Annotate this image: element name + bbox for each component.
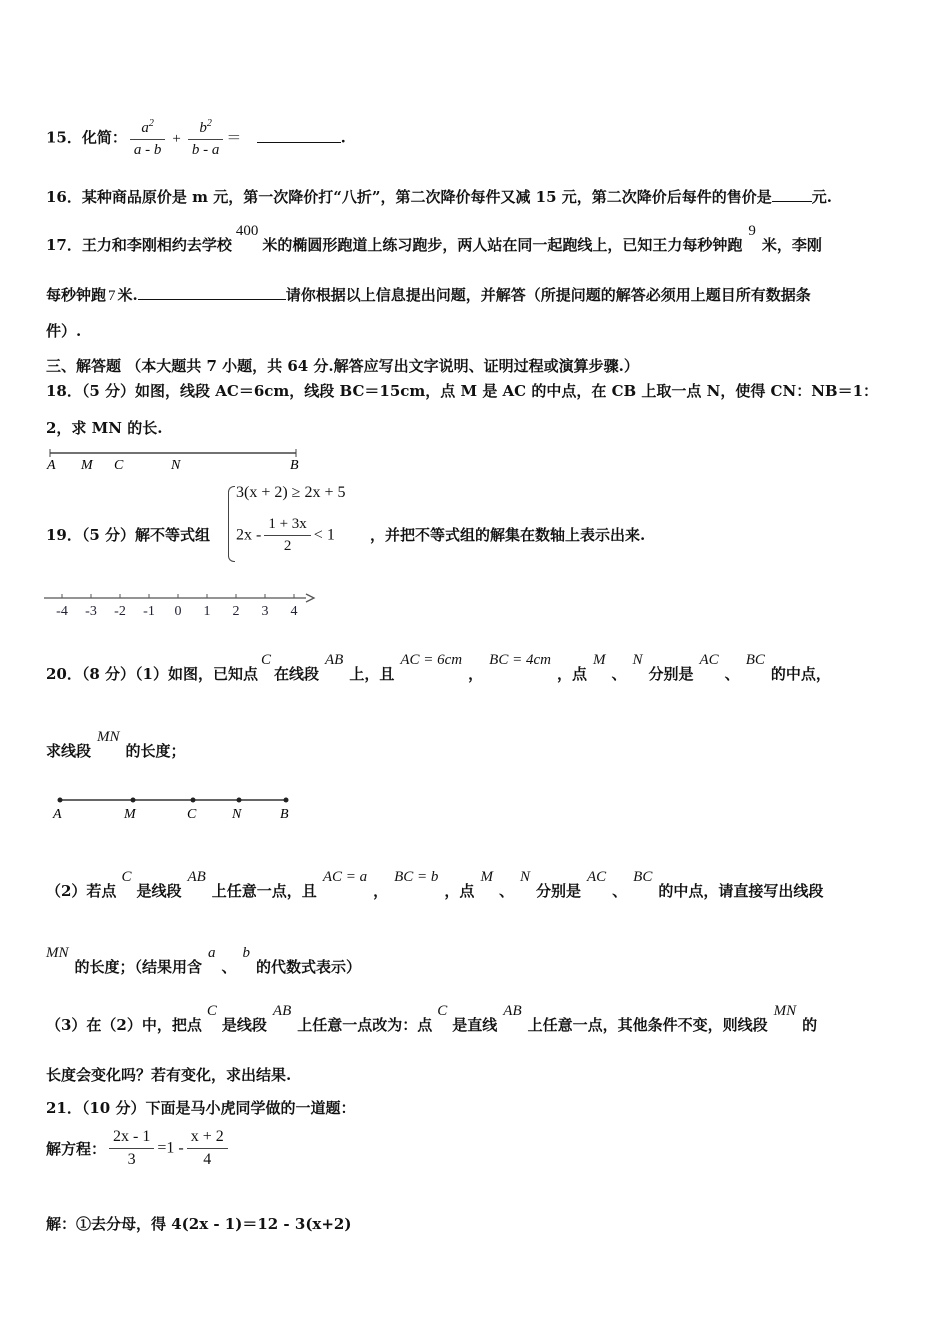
q18-line1: 18．（5 分）如图，线段 AC＝6cm，线段 BC＝15cm，点 M 是 AC 的中点，在 CB 上取一点 N，使得 CN：NB＝1： bbox=[46, 382, 879, 400]
q21-equation: 解方程： $\frac{2x - 1}{3}$ =1 - $\frac{x + 2}{4}$ bbox=[46, 1128, 231, 1169]
inequality-1: 3(x + 2) ≥ 2x + 5 bbox=[236, 484, 346, 501]
q16: 16．某种商品原价是 m 元，第一次降价打“八折”，第二次降价每件又减 15 元，第二次降价后每件的售价是 元. bbox=[46, 188, 833, 206]
q20-segment-figure bbox=[44, 792, 304, 826]
inequality-2: 2x - $\frac{1 + 3x}{2}$ < 1 bbox=[236, 516, 335, 554]
label-n: N bbox=[232, 807, 242, 822]
q21-line1: 21．（10 分）下面是马小虎同学做的一道题： bbox=[46, 1099, 356, 1117]
q20-part3-line1: （3）在（2）中，把点C是线段AB上任意一点改为：点C是直线AB上任意一点，其他条件不变，则线段MN的 bbox=[46, 1003, 818, 1034]
label-c: C bbox=[187, 807, 197, 822]
q20-part2-line2: MN的长度；（结果用含a、b的代数式表示） bbox=[46, 945, 362, 976]
q19-suffix: ，并把不等式组的解集在数轴上表示出来. bbox=[370, 526, 646, 544]
label-b: B bbox=[290, 458, 299, 473]
label-m: M bbox=[81, 458, 93, 473]
q20-part2-line1: （2）若点C是线段AB上任意一点，且AC = a，BC = b，点M、N分别是AC、BC的中点，请直接写出线段 bbox=[46, 869, 824, 900]
label-b: B bbox=[280, 807, 289, 822]
axis-tick-label: -3 bbox=[85, 604, 97, 619]
point-a bbox=[58, 798, 63, 803]
label-n: N bbox=[171, 458, 181, 473]
axis-tick-label: 3 bbox=[261, 604, 269, 619]
axis-arrow bbox=[306, 594, 314, 602]
axis-tick-label: 2 bbox=[232, 604, 240, 619]
q20-line1: 20．（8 分）（1）如图，已知点C在线段AB上，且AC = 6cm，BC = 4cm，点M、N分别是AC、BC的中点， bbox=[46, 652, 831, 683]
point-c bbox=[191, 798, 196, 803]
q18-segment-figure bbox=[44, 446, 314, 476]
point-n bbox=[237, 798, 242, 803]
q17-line1: 17．王力和李刚相约去学校400米的椭圆形跑道上练习跑步，两人站在同一起跑线上，已知王力每秒钟跑9米，李刚 bbox=[46, 223, 822, 254]
q21-solution: 解：①去分母，得 4(2x - 1)＝12 - 3(x+2) bbox=[46, 1215, 352, 1233]
q19-prefix: 19．（5 分）解不等式组 bbox=[46, 526, 211, 544]
answer-blank bbox=[138, 299, 286, 300]
q17-line2: 每秒钟跑 7 米. 请你根据以上信息提出问题，并解答（所提问题的解答必须用上题目所有数据条 bbox=[46, 286, 811, 304]
label-c: C bbox=[114, 458, 124, 473]
q15: 15．化简： $\frac{a^2}{a - b}$ + $\frac{b^2}{b - a}$ ＝ . bbox=[46, 118, 346, 158]
axis-tick-label: -4 bbox=[56, 604, 68, 619]
label-a: A bbox=[47, 458, 56, 473]
label-a: A bbox=[53, 807, 62, 822]
inequality-system bbox=[228, 482, 368, 564]
brace bbox=[228, 486, 235, 562]
axis-tick-label: -2 bbox=[114, 604, 126, 619]
point-m bbox=[131, 798, 136, 803]
fraction-1: $\frac{a^2}{a - b}$ bbox=[130, 118, 166, 159]
q18-line2: 2，求 MN 的长. bbox=[46, 419, 163, 437]
section-heading: 三、解答题 （本大题共 7 小题，共 64 分.解答应写出文字说明、证明过程或演算步骤.） bbox=[46, 357, 639, 375]
axis-tick-label: 4 bbox=[290, 604, 298, 619]
q20-line2: 求线段MN的长度； bbox=[46, 729, 186, 760]
axis-tick-label: 0 bbox=[174, 604, 182, 619]
number-line bbox=[40, 588, 320, 622]
answer-blank bbox=[257, 142, 341, 143]
fraction-2: $\frac{b^2}{b - a}$ bbox=[188, 118, 224, 159]
q20-part3-line2: 长度会变化吗？若有变化，求出结果. bbox=[46, 1066, 292, 1084]
point-b bbox=[284, 798, 289, 803]
axis-tick-label: -1 bbox=[143, 604, 155, 619]
answer-blank bbox=[772, 201, 812, 202]
label-m: M bbox=[124, 807, 136, 822]
axis-tick-label: 1 bbox=[203, 604, 211, 619]
q17-line3: 件）. bbox=[46, 322, 82, 340]
